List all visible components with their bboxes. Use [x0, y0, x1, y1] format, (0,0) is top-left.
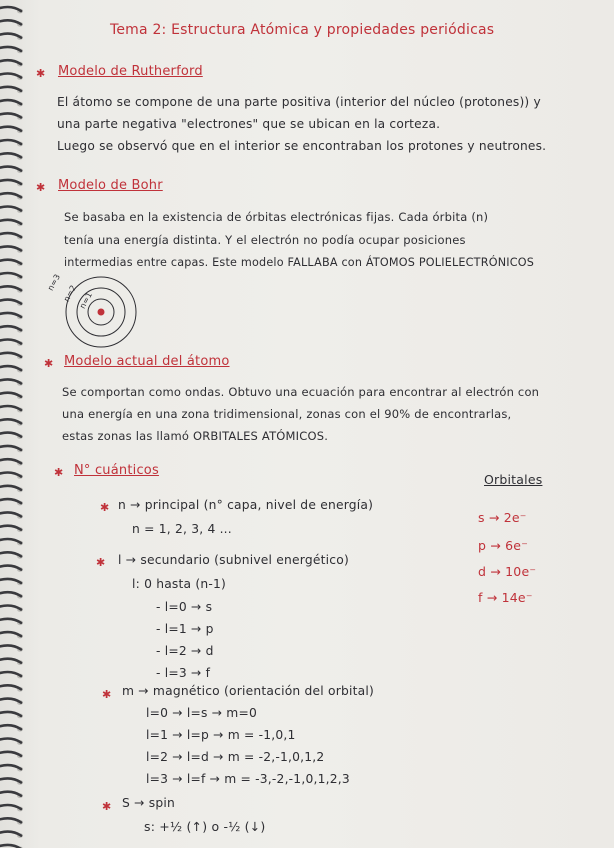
asterisk-icon: ✱ [96, 556, 106, 569]
binding-coil [0, 765, 21, 769]
binding-coil [0, 313, 21, 317]
binding-coil [0, 818, 21, 822]
binding-coil [0, 832, 21, 836]
binding-coil [0, 459, 21, 463]
m-value-3: l=3 → l=f → m = -3,-2,-1,0,1,2,3 [146, 772, 350, 786]
binding-coil [0, 393, 21, 397]
binding-coil [0, 113, 21, 117]
binding-coil [0, 699, 21, 703]
binding-coil [0, 193, 21, 197]
binding-coil [0, 406, 21, 410]
n-line: n → principal (n° capa, nivel de energía) [118, 498, 374, 512]
binding-coil [0, 353, 21, 357]
binding-coil [0, 220, 21, 224]
orbital-row-d: d → 10e⁻ [478, 564, 537, 579]
rutherford-heading: Modelo de Rutherford [58, 64, 203, 79]
asterisk-icon: ✱ [102, 800, 112, 813]
binding-coil [0, 792, 21, 796]
binding-coil [0, 685, 21, 689]
binding-coil [0, 366, 21, 370]
binding-coil [0, 752, 21, 756]
bohr-line-3: intermedias entre capas. Este modelo FALLABA con ÁTOMOS POLIELECTRÓNICOS [64, 256, 535, 269]
actual-heading: Modelo actual del átomo [64, 354, 230, 369]
binding-coil [0, 153, 21, 157]
bohr-orbit-diagram [46, 270, 136, 356]
actual-line-1: Se comportan como ondas. Obtuvo una ecuación para encontrar al electrón con [62, 385, 540, 399]
page-title: Tema 2: Estructura Atómica y propiedades periódicas [110, 22, 495, 38]
m-value-2: l=2 → l=d → m = -2,-1,0,1,2 [146, 750, 325, 764]
binding-coil [0, 167, 21, 171]
orbitales-heading: Orbitales [484, 472, 543, 487]
binding-coil [0, 326, 21, 330]
asterisk-icon: ✱ [36, 67, 46, 80]
binding-coil [0, 340, 21, 344]
rutherford-line-3: Luego se observó que en el interior se encontraban los protones y neutrones. [57, 139, 547, 153]
binding-coil [0, 552, 21, 556]
binding-coil [0, 446, 21, 450]
binding-coil [0, 632, 21, 636]
binding-coil [0, 379, 21, 383]
orbital-row-f: f → 14e⁻ [478, 590, 533, 605]
m-value-0: l=0 → l=s → m=0 [146, 706, 258, 720]
binding-coil [0, 60, 21, 64]
binding-coil [0, 286, 21, 290]
binding-coil [0, 712, 21, 716]
binding-coil [0, 805, 21, 809]
binding-coil [0, 20, 21, 24]
l-value-2: - l=2 → d [156, 644, 214, 658]
binding-coil [0, 539, 21, 543]
rutherford-line-1: El átomo se compone de una parte positiva (interior del núcleo (protones)) y [57, 95, 541, 109]
orbit-label-n1: n=1 [78, 290, 95, 311]
binding-coil [0, 659, 21, 663]
binding-coil [0, 619, 21, 623]
orbit-label-n3: n=3 [46, 272, 63, 293]
binding-coil [0, 579, 21, 583]
binding-coil [0, 246, 21, 250]
asterisk-icon: ✱ [102, 688, 112, 701]
binding-coil [0, 180, 21, 184]
binding-coil [0, 87, 21, 91]
binding-coil [0, 512, 21, 516]
binding-coil [0, 140, 21, 144]
orbital-row-p: p → 6e⁻ [478, 538, 528, 553]
s-values: s: +½ (↑) o -½ (↓) [144, 819, 266, 834]
binding-coil [0, 74, 21, 78]
bohr-line-1: Se basaba en la existencia de órbitas electrónicas fijas. Cada órbita (n) [64, 210, 489, 224]
binding-coil [0, 127, 21, 131]
l-range: l: 0 hasta (n-1) [132, 577, 227, 591]
s-line: S → spin [122, 796, 175, 810]
binding-coil [0, 486, 21, 490]
spiral-binding [0, 0, 34, 848]
orbit-label-n2: n=2 [62, 283, 79, 304]
binding-coil [0, 592, 21, 596]
binding-coil [0, 672, 21, 676]
nucleus [98, 309, 105, 316]
binding-coil [0, 233, 21, 237]
binding-coil [0, 645, 21, 649]
quantum-heading: N° cuánticos [74, 463, 159, 478]
binding-coil [0, 606, 21, 610]
binding-coil [0, 739, 21, 743]
binding-coil [0, 433, 21, 437]
binding-coil [0, 207, 21, 211]
binding-coil [0, 47, 21, 51]
orbital-row-s: s → 2e⁻ [478, 510, 527, 525]
binding-coil [0, 419, 21, 423]
binding-coil [0, 300, 21, 304]
binding-coil [0, 778, 21, 782]
asterisk-icon: ✱ [100, 501, 110, 514]
l-line: l → secundario (subnivel energético) [118, 553, 349, 567]
l-value-3: - l=3 → f [156, 666, 211, 680]
binding-coil [0, 273, 21, 277]
binding-coil [0, 725, 21, 729]
rutherford-line-2: una parte negativa "electrones" que se ubican en la corteza. [57, 117, 441, 131]
binding-coil [0, 7, 21, 11]
asterisk-icon: ✱ [36, 181, 46, 194]
binding-coil [0, 473, 21, 477]
actual-line-3: estas zonas las llamó ORBITALES ATÓMICOS. [62, 429, 329, 443]
l-value-1: - l=1 → p [156, 622, 214, 636]
bohr-line-2: tenía una energía distinta. Y el electrón no podía ocupar posiciones [64, 233, 466, 247]
binding-coil [0, 526, 21, 530]
m-value-1: l=1 → l=p → m = -1,0,1 [146, 728, 296, 742]
asterisk-icon: ✱ [44, 357, 54, 370]
binding-coil [0, 100, 21, 104]
binding-coil [0, 34, 21, 38]
asterisk-icon: ✱ [54, 466, 64, 479]
l-value-0: - l=0 → s [156, 600, 213, 614]
n-values: n = 1, 2, 3, 4 ... [132, 522, 232, 536]
binding-coil [0, 499, 21, 503]
actual-line-2: una energía en una zona tridimensional, zonas con el 90% de encontrarlas, [62, 407, 512, 421]
m-line: m → magnético (orientación del orbital) [122, 684, 374, 698]
bohr-heading: Modelo de Bohr [58, 178, 163, 193]
binding-coil [0, 260, 21, 264]
binding-coil [0, 566, 21, 570]
